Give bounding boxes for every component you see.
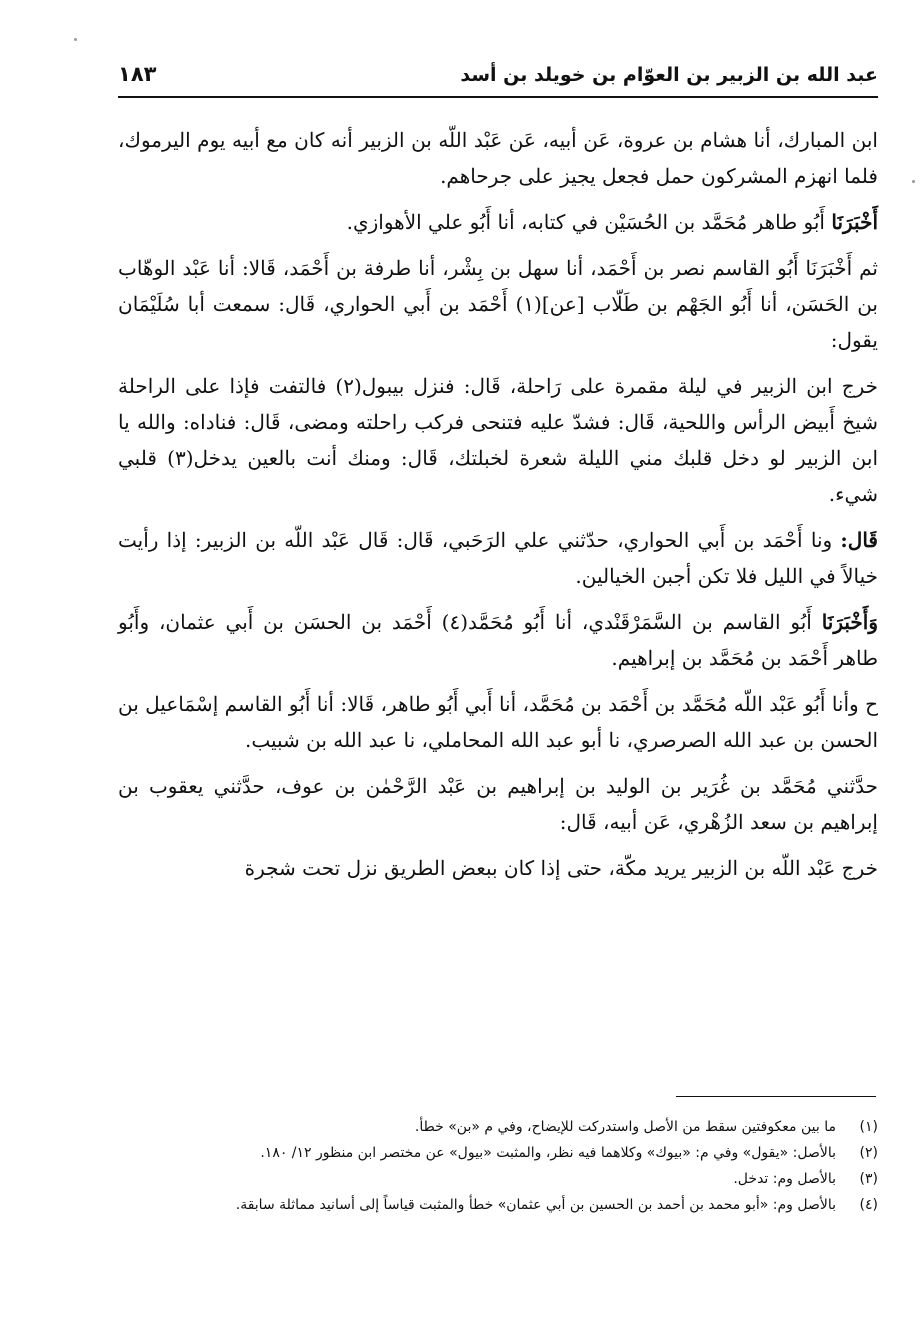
paragraph <box>118 250 878 358</box>
paragraph-text: ح وأنا أَبُو عَبْد اللّه مُحَمَّد بن أَحْمَد بن مُحَمَّد، أنا أَبي أَبُو طاهر، قَالا: أنا أَبُو القاسم إسْمَاعيل بن الحسن بن عبد الله الصرصري، نا أبو عبد الله المحاملي، نا عبد الله بن شبيب. <box>118 692 878 752</box>
paragraph-text: أَبُو القاسم بن السَّمَرْقَنْدي، أنا أَبُو مُحَمَّد(٤) أَحْمَد بن الحسَن بن أَبي عثمان، وأَبُو طاهر أَحْمَد بن مُحَمَّد بن إبراهيم. <box>118 610 878 670</box>
main-text <box>118 122 878 886</box>
paragraph-text: ثم أَخْبَرَنَا أَبُو القاسم نصر بن أَحْمَد، أنا سهل بن بِشْر، أنا طرفة بن أَحْمَد، قَالا: أنا عَبْد الوهّاب بن الحَسَن، أنا أَبُو الجَهْم بن طَلّاب [عن](١) أَحْمَد بن أَبي الحواري، قَال: سمعت أبا سُلَيْمَان يقول: <box>118 256 878 352</box>
footnote-divider <box>676 1096 876 1097</box>
footnote <box>118 1166 878 1192</box>
paragraph-lead: وَأَخْبَرَنَا <box>821 610 878 634</box>
footnote-text: بالأصل وم: تدخل. <box>733 1171 836 1187</box>
footnote <box>118 1114 878 1140</box>
paragraph-text: حدَّثني مُحَمَّد بن غُرَير بن الوليد بن إبراهيم بن عَبْد الرَّحْمٰن بن عوف، حدَّثني يعقوب بن إبراهيم بن سعد الزُهْري، عَن أبيه، قَال: <box>118 774 878 834</box>
scan-speck <box>74 38 77 41</box>
paragraph <box>118 204 878 240</box>
footnote-text: بالأصل: «يقول» وفي م: «بيوك» وكلاهما فيه نظر، والمثبت «بيول» عن مختصر ابن منظور ١٢/ ١٨٠. <box>260 1145 836 1161</box>
paragraph-lead: أَخْبَرَنَا <box>831 210 878 234</box>
page-number: ١٨٣ <box>118 62 157 86</box>
paragraph-lead: قَال: <box>840 528 878 552</box>
paragraph-text: ونا أَحْمَد بن أَبي الحواري، حدّثني علي الرَحَبي، قَال: قَال عَبْد اللّه بن الزبير: إذا رأيت خيالاً في الليل فلا تكن أجبن الخيالين. <box>118 528 878 588</box>
paragraph <box>118 122 878 194</box>
footnote <box>118 1140 878 1166</box>
footnote-number: (١) <box>859 1119 878 1135</box>
paragraph-text: أَبُو طاهر مُحَمَّد بن الحُسَيْن في كتابه، أنا أَبُو علي الأهوازي. <box>346 210 832 234</box>
paragraph <box>118 850 878 886</box>
footnote-text: بالأصل وم: «أبو محمد بن أحمد بن الحسين بن أبي عثمان» خطأ والمثبت قياساً إلى أسانيد مماثلة سابقة. <box>235 1197 836 1213</box>
paragraph-text: خرج ابن الزبير في ليلة مقمرة على رَاحلة، قَال: فنزل بيبول(٢) فالتفت فإذا على الراحلة شيخ أَبيض الرأس واللحية، قَال: فشدّ عليه فتنحى فركب راحلته ومضى، قَال: فناداه: والله يا ابن الزبير لو دخل قلبك مني الليلة شعرة لخبلتك، قَال: ومنك أنت بالعين يدخل(٣) قلبي شيء. <box>118 374 879 506</box>
footnote-number: (٣) <box>859 1171 878 1187</box>
scan-speck <box>912 180 915 183</box>
page-header <box>118 58 878 98</box>
running-title: عبد الله بن الزبير بن العوّام بن خويلد بن أسد <box>460 64 878 86</box>
footnotes <box>118 1114 878 1218</box>
paragraph-text: خرج عَبْد اللّه بن الزبير يريد مكّة، حتى إذا كان ببعض الطريق نزل تحت شجرة <box>244 856 878 880</box>
footnote-number: (٢) <box>859 1145 878 1161</box>
footnote-text: ما بين معكوفتين سقط من الأصل واستدركت للإيضاح، وفي م «بن» خطأ. <box>414 1119 836 1135</box>
paragraph <box>118 368 878 512</box>
footnote-number: (٤) <box>859 1197 878 1213</box>
paragraph <box>118 686 878 758</box>
footnote <box>118 1192 878 1218</box>
paragraph <box>118 768 878 840</box>
paragraph <box>118 604 878 676</box>
paragraph-text: ابن المبارك، أنا هشام بن عروة، عَن أبيه، عَن عَبْد اللّه بن الزبير أنه كان مع أبيه يوم اليرموك، فلما انهزم المشركون حمل فجعل يجيز على جرحاهم. <box>118 128 878 188</box>
paragraph <box>118 522 878 594</box>
